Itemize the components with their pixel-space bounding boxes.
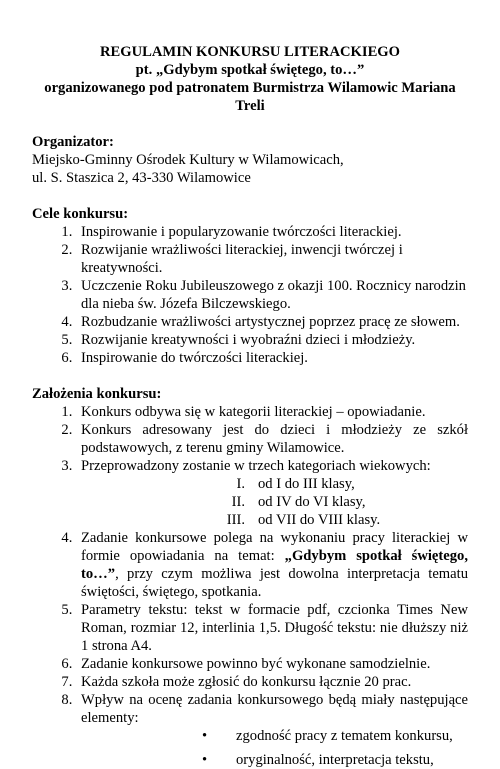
age-category [208,475,468,493]
organizer-address: ul. S. Staszica 2, 43-330 Wilamowice [32,170,251,186]
age-category-label: od IV do VI klasy, [258,494,366,510]
age-categories-list [81,475,468,529]
age-category-number: III. [226,512,245,528]
criterion-text: zgodność pracy z tematem konkursu, [236,728,453,744]
contest-subtitle: pt. „Gdybym spotkał świętego, to…” [135,62,365,78]
document-title: REGULAMIN KONKURSU LITERACKIEGO [99,44,401,60]
assumption-item: 1. Konkurs odbywa się w kategorii literackiej – opowiadanie. [76,403,468,421]
organizer-heading: Organizator: [32,134,114,150]
assumptions-list [32,403,468,769]
goal-item: 2. Rozwijanie wrażliwości literackiej, inwencji twórczej i kreatywności. [76,241,468,277]
goal-item: 1. Inspirowanie i popularyzowanie twórczości literackiej. [76,223,468,241]
assumption-item: 6. Zadanie konkursowe powinno być wykonane samodzielnie. [76,655,468,673]
age-category [208,511,468,529]
age-category [208,493,468,511]
goals-list [32,223,468,367]
organizer-name: Miejsko-Gminny Ośrodek Kultury w Wilamowicach, [32,152,344,168]
goal-item: 6. Inspirowanie do twórczości literackiej. [76,349,468,367]
goals-heading: Cele konkursu: [32,206,129,222]
age-category-label: od VII do VIII klasy. [258,512,381,528]
assumptions-heading: Założenia konkursu: [32,386,162,402]
assumption-item: 5. Parametry tekstu: tekst w formacie pdf, czcionka Times New Roman, rozmiar 12, interlinia 1,5. Długość tekstu: nie dłuższy niż 1 strona A4. [76,601,468,655]
criterion-text: oryginalność, interpretacja tekstu, [236,752,434,768]
age-category-label: od I do III klasy, [258,476,355,492]
patronage-line: organizowanego pod patronatem Burmistrza Wilamowic Mariana Treli [44,80,456,114]
criterion-item [197,727,468,745]
bullet-icon: • [202,752,208,768]
assumption-item: 2. Konkurs adresowany jest do dzieci i młodzieży ze szkół podstawowych, z terenu gminy Wilamowice. [76,421,468,457]
bullet-icon: • [202,728,208,744]
goal-item: 4. Rozbudzanie wrażliwości artystycznej poprzez pracę ze słowem. [76,313,468,331]
assumption-item: 7. Każda szkoła może zgłosić do konkursu łącznie 20 prac. [76,673,468,691]
contest-theme: „Gdybym spotkał świętego, to…” [81,548,468,582]
task-description-start: Zadanie konkursowe polega na wykonaniu pracy literackiej w formie opowiadania na temat: [81,530,468,564]
assumption-item [76,457,468,529]
task-description-end: , przy czym możliwa jest dowolna interpretacja tematu świętości, świętego, spotkania. [81,566,468,600]
age-category-number: I. [236,476,245,492]
goal-item: 5. Rozwijanie kreatywności i wyobraźni dzieci i młodzieży. [76,331,468,349]
goal-item: 3. Uczczenie Roku Jubileuszowego z okazji 100. Rocznicy narodzin dla nieba św. Józefa Bilczewskiego. [76,277,468,313]
assumption-item [76,691,468,769]
assumption-item [76,529,468,601]
assumption-item-text: Przeprowadzony zostanie w trzech kategoriach wiekowych: [81,458,431,474]
evaluation-criteria-list [81,727,468,769]
criterion-item [197,751,468,769]
age-category-number: II. [231,494,245,510]
assumption-item-text: Wpływ na ocenę zadania konkursowego będą miały następujące elementy: [81,692,468,726]
